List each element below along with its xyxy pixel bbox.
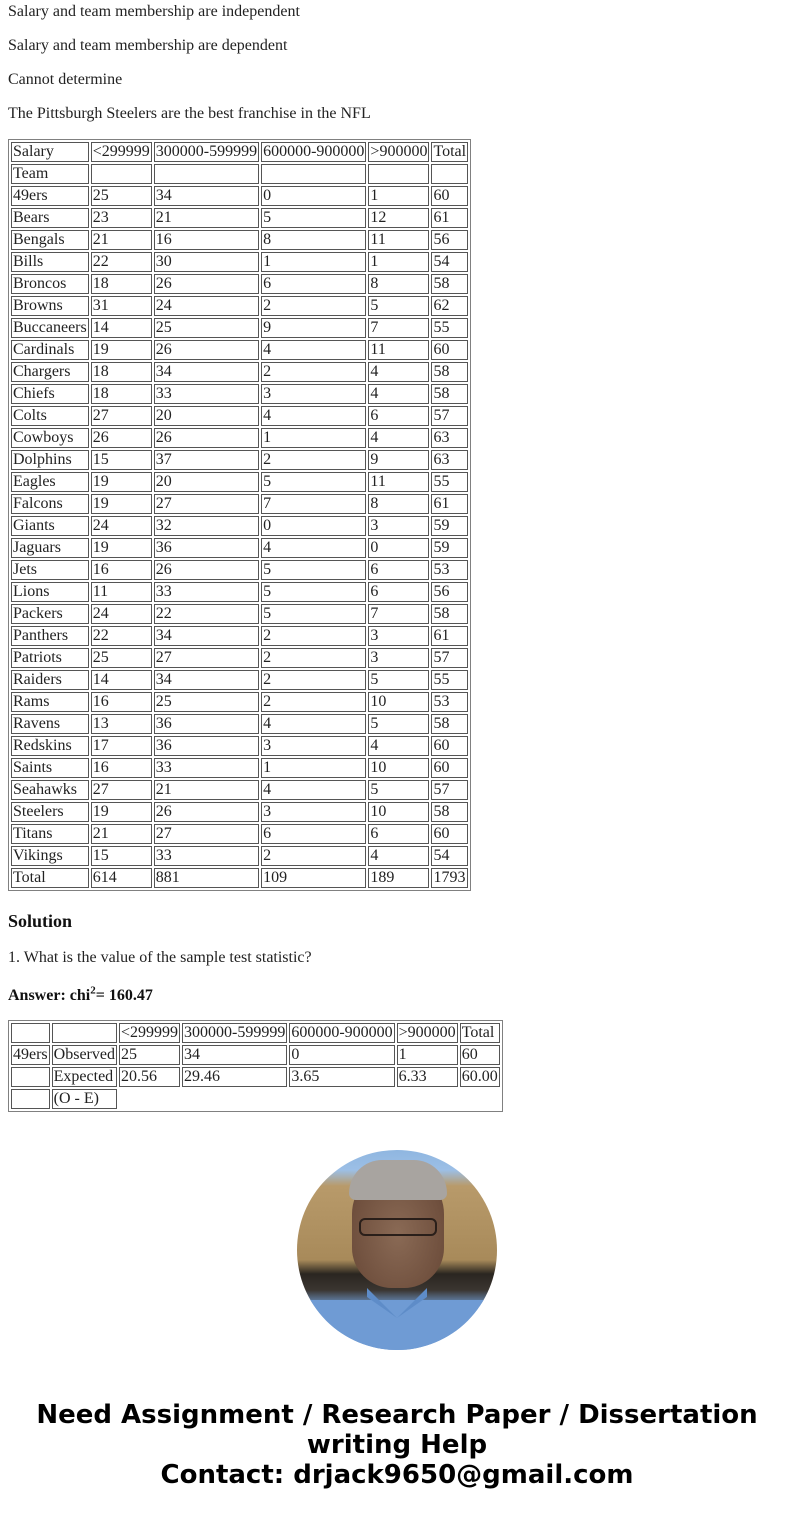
- table-cell: Redskins: [11, 736, 89, 756]
- table-cell: 2: [261, 846, 366, 866]
- table-row: [11, 252, 468, 272]
- avatar-container: [0, 1150, 794, 1350]
- table-cell: 33: [154, 758, 259, 778]
- table-cell: Cardinals: [11, 340, 89, 360]
- table-cell: 34: [154, 670, 259, 690]
- table-cell: [261, 164, 366, 184]
- table-cell: 26: [154, 274, 259, 294]
- table-cell: 21: [154, 780, 259, 800]
- table-cell: 25: [154, 692, 259, 712]
- table-cell: 2: [261, 692, 366, 712]
- table-cell: Bears: [11, 208, 89, 228]
- table-cell: 3: [368, 626, 429, 646]
- table-cell: 19: [91, 494, 152, 514]
- table-cell: 14: [91, 318, 152, 338]
- table-cell: 29.46: [182, 1067, 287, 1087]
- table-cell: 5: [261, 208, 366, 228]
- table-cell: Salary: [11, 142, 89, 162]
- table-cell: 11: [368, 472, 429, 492]
- table-cell: Total: [11, 868, 89, 888]
- table-cell: Browns: [11, 296, 89, 316]
- table-cell: 3: [261, 736, 366, 756]
- table-row: [11, 230, 468, 250]
- table-row: [11, 208, 468, 228]
- table-cell: 31: [91, 296, 152, 316]
- table-cell: 2: [261, 362, 366, 382]
- table-cell: 4: [261, 714, 366, 734]
- table-row: [11, 406, 468, 426]
- table-cell: 2: [261, 648, 366, 668]
- table-cell: 60.00: [461, 1068, 498, 1085]
- table-cell: 2: [261, 626, 366, 646]
- table-cell: 1793: [431, 868, 468, 888]
- empty-space: [460, 1089, 500, 1109]
- table-cell: [11, 1067, 50, 1087]
- table-cell: 27: [154, 648, 259, 668]
- table-cell: 25: [119, 1045, 180, 1065]
- table-cell: 36: [154, 538, 259, 558]
- table-cell: Chiefs: [11, 384, 89, 404]
- table-cell: 62: [431, 296, 468, 316]
- table-row: [11, 714, 468, 734]
- table-cell: 4: [368, 384, 429, 404]
- table-cell: 22: [91, 252, 152, 272]
- tutor-avatar: [297, 1150, 497, 1350]
- table-cell: 16: [91, 560, 152, 580]
- empty-space: [119, 1089, 180, 1109]
- table-cell: 1: [261, 758, 366, 778]
- table-cell: 4: [261, 780, 366, 800]
- table-cell: 20: [154, 472, 259, 492]
- avatar-glasses: [359, 1218, 437, 1236]
- table-cell: 60: [431, 340, 468, 360]
- table-cell: 60: [431, 758, 468, 778]
- table-cell: 37: [154, 450, 259, 470]
- promo-line-1: Need Assignment / Research Paper / Dissertation: [36, 1400, 758, 1430]
- table-cell: 1: [368, 252, 429, 272]
- table-cell: Buccaneers: [13, 319, 87, 336]
- table-cell: >900000: [398, 1024, 456, 1041]
- table-row: [11, 494, 468, 514]
- table-cell: [11, 1089, 50, 1109]
- table-cell: [52, 1023, 117, 1043]
- table-row: [11, 384, 468, 404]
- table-cell: 11: [91, 582, 152, 602]
- table-cell: 55: [431, 318, 468, 338]
- table-cell: 34: [154, 626, 259, 646]
- table-cell: 6: [368, 824, 429, 844]
- table-cell: 2: [261, 670, 366, 690]
- table-row: [11, 186, 468, 206]
- table-cell: 61: [431, 494, 468, 514]
- table-cell: Eagles: [11, 472, 89, 492]
- table-cell: 20.56: [119, 1067, 180, 1087]
- table-row: [11, 846, 468, 866]
- table-cell: (O - E): [52, 1089, 117, 1109]
- table-cell: 27: [154, 824, 259, 844]
- empty-space: [397, 1089, 458, 1109]
- table-cell: 26: [154, 560, 259, 580]
- question-text: 1. What is the value of the sample test statistic?: [8, 949, 312, 966]
- table-cell: 16: [91, 692, 152, 712]
- table-cell: 32: [154, 516, 259, 536]
- table-cell: 56: [431, 230, 468, 250]
- table-cell: 4: [261, 406, 366, 426]
- option-steelers: The Pittsburgh Steelers are the best franchise in the NFL: [8, 105, 371, 122]
- table-subheader-row: [11, 164, 468, 184]
- table-cell: Patriots: [11, 648, 89, 668]
- table-cell: 13: [91, 714, 152, 734]
- table-row: [11, 538, 468, 558]
- table-cell: 14: [91, 670, 152, 690]
- table-cell: 57: [431, 648, 468, 668]
- table-cell: 6: [261, 274, 366, 294]
- table-cell: 18: [91, 384, 152, 404]
- table-cell: 3: [261, 384, 366, 404]
- answer-prefix: Answer: chi: [8, 987, 91, 1004]
- table-cell: [11, 1023, 50, 1043]
- table-total-row: [11, 868, 468, 888]
- table-cell: 60: [431, 186, 468, 206]
- table-cell: 16: [91, 758, 152, 778]
- table-row: [11, 296, 468, 316]
- table-cell: 21: [154, 208, 259, 228]
- table-cell: 4: [261, 538, 366, 558]
- table-row: [11, 1045, 500, 1065]
- table-cell: 21: [91, 230, 152, 250]
- table-cell: 7: [368, 318, 429, 338]
- table-cell: Ravens: [11, 714, 89, 734]
- table-cell: Raiders: [11, 670, 89, 690]
- table-cell: 8: [368, 274, 429, 294]
- table-cell: 27: [91, 406, 152, 426]
- table-cell: 55: [431, 670, 468, 690]
- promo-contact: Contact: drjack9650@gmail.com: [160, 1460, 634, 1490]
- table-row: [11, 516, 468, 536]
- table-cell: 10: [368, 692, 429, 712]
- table-cell: Titans: [11, 824, 89, 844]
- table-cell: 33: [154, 582, 259, 602]
- table-cell: 54: [431, 846, 468, 866]
- table-cell: 12: [368, 208, 429, 228]
- table-header-row: [11, 142, 468, 162]
- table-row: [11, 648, 468, 668]
- table-cell: 4: [368, 736, 429, 756]
- table-cell: 5: [368, 670, 429, 690]
- table-cell: Expected: [52, 1067, 117, 1087]
- answer-text: [8, 986, 786, 1006]
- table-row: [11, 1067, 500, 1087]
- table-cell: 189: [368, 868, 429, 888]
- table-cell: 61: [431, 208, 468, 228]
- option-dependent: Salary and team membership are dependent: [8, 37, 288, 54]
- table-cell: <299999: [92, 143, 150, 160]
- table-cell: Lions: [11, 582, 89, 602]
- table-row: [11, 274, 468, 294]
- table-cell: 30: [154, 252, 259, 272]
- table-cell: 1: [261, 428, 366, 448]
- table-row: [11, 736, 468, 756]
- table-cell: Saints: [11, 758, 89, 778]
- table-cell: 6: [368, 582, 429, 602]
- table-cell: Panthers: [11, 626, 89, 646]
- table-row: [11, 670, 468, 690]
- table-cell: Jets: [11, 560, 89, 580]
- table-cell: 300000-599999: [184, 1024, 286, 1041]
- table-cell: 5: [368, 296, 429, 316]
- table-cell: 4: [368, 428, 429, 448]
- table-cell: 49ers: [13, 1046, 48, 1063]
- table-cell: 19: [91, 538, 152, 558]
- table-cell: Chargers: [11, 362, 89, 382]
- table-cell: 49ers: [11, 186, 89, 206]
- table-row: [11, 340, 468, 360]
- table-cell: 58: [431, 714, 468, 734]
- table-cell: 22: [154, 604, 259, 624]
- table-row: [11, 692, 468, 712]
- table-cell: 1: [261, 252, 366, 272]
- table-row: [11, 802, 468, 822]
- table-cell: 26: [154, 340, 259, 360]
- table-cell: [154, 164, 259, 184]
- table-cell: Jaguars: [11, 538, 89, 558]
- table-cell: Vikings: [11, 846, 89, 866]
- table-cell: Team: [11, 164, 89, 184]
- table-cell: 3: [368, 648, 429, 668]
- table-cell: 34: [154, 362, 259, 382]
- table-cell: 26: [91, 428, 152, 448]
- table-cell: 600000-900000: [263, 143, 365, 160]
- table-cell: 25: [91, 186, 152, 206]
- table-cell: Bills: [11, 252, 89, 272]
- salary-team-table: [8, 139, 471, 891]
- table-cell: 8: [368, 494, 429, 514]
- answer-options: [8, 0, 786, 136]
- table-cell: 1: [368, 186, 429, 206]
- table-cell: 3: [368, 516, 429, 536]
- table-cell: Observed: [53, 1046, 115, 1063]
- table-row: [11, 318, 468, 338]
- table-cell: 5: [368, 714, 429, 734]
- table-row: [11, 362, 468, 382]
- table-cell: 19: [91, 802, 152, 822]
- option-independent: Salary and team membership are independent: [8, 3, 300, 20]
- table-cell: 60: [431, 824, 468, 844]
- table-cell: 63: [431, 450, 468, 470]
- table-cell: 3.65: [289, 1067, 394, 1087]
- empty-space: [289, 1089, 394, 1109]
- table-cell: Bengals: [11, 230, 89, 250]
- table-cell: 109: [261, 868, 366, 888]
- table-cell: 36: [154, 714, 259, 734]
- table-cell: 15: [91, 846, 152, 866]
- table-cell: 9: [368, 450, 429, 470]
- table-cell: 58: [431, 604, 468, 624]
- table-cell: 24: [91, 516, 152, 536]
- table-row: [11, 428, 468, 448]
- table-cell: 3: [261, 802, 366, 822]
- table-cell: Rams: [11, 692, 89, 712]
- table-row: [11, 560, 468, 580]
- table-cell: 24: [91, 604, 152, 624]
- table-cell: 57: [431, 406, 468, 426]
- table-cell: 0: [261, 186, 366, 206]
- table-cell: 53: [431, 692, 468, 712]
- table-cell: 4: [261, 340, 366, 360]
- empty-space: [182, 1089, 287, 1109]
- answer-value: = 160.47: [95, 987, 153, 1004]
- table-cell: 0: [368, 538, 429, 558]
- table-cell: Dolphins: [11, 450, 89, 470]
- table-cell: Steelers: [11, 802, 89, 822]
- table-cell: 5: [261, 472, 366, 492]
- table-cell: 600000-900000: [291, 1024, 393, 1041]
- table-cell: 2: [261, 296, 366, 316]
- table-cell: 34: [182, 1045, 287, 1065]
- table-cell: 60: [460, 1045, 500, 1065]
- table-cell: 4: [368, 846, 429, 866]
- table-cell: 58: [431, 274, 468, 294]
- table-cell: 6: [368, 406, 429, 426]
- table-row: [11, 1089, 500, 1109]
- table-row: [11, 582, 468, 602]
- table-cell: Falcons: [11, 494, 89, 514]
- table-cell: 16: [154, 230, 259, 250]
- table-cell: 60: [431, 736, 468, 756]
- table-cell: <299999: [120, 1024, 178, 1041]
- avatar-shirt: [297, 1300, 497, 1350]
- table-cell: 8: [261, 230, 366, 250]
- table-cell: 58: [431, 802, 468, 822]
- table-cell: Total: [460, 1023, 500, 1043]
- table-cell: 0: [261, 516, 366, 536]
- table-row: [11, 758, 468, 778]
- table-cell: 21: [91, 824, 152, 844]
- table-cell: 55: [431, 472, 468, 492]
- table-cell: 881: [154, 868, 259, 888]
- table-cell: 59: [431, 516, 468, 536]
- table-cell: 4: [368, 362, 429, 382]
- table-cell: 7: [261, 494, 366, 514]
- table-cell: 34: [154, 186, 259, 206]
- table-cell: 300000-599999: [155, 143, 258, 160]
- table-row: [11, 450, 468, 470]
- table-cell: Giants: [11, 516, 89, 536]
- table-cell: Cowboys: [11, 428, 89, 448]
- table-cell: 6: [261, 824, 366, 844]
- table-cell: 27: [91, 780, 152, 800]
- table-cell: 5: [368, 780, 429, 800]
- table-cell: 5: [261, 582, 366, 602]
- table-cell: 6: [368, 560, 429, 580]
- table-cell: 2: [261, 450, 366, 470]
- table-cell: 5: [261, 604, 366, 624]
- table-row: [11, 604, 468, 624]
- table-cell: Packers: [11, 604, 89, 624]
- table-cell: 0: [289, 1045, 394, 1065]
- table-row: [11, 780, 468, 800]
- table-cell: 26: [154, 802, 259, 822]
- table-cell: 17: [91, 736, 152, 756]
- table-cell: 25: [154, 318, 259, 338]
- table-cell: Broncos: [11, 274, 89, 294]
- table-cell: 15: [91, 450, 152, 470]
- table-cell: 26: [154, 428, 259, 448]
- promo-banner: [0, 1400, 794, 1490]
- table-cell: 25: [91, 648, 152, 668]
- solution-heading: Solution: [8, 911, 73, 931]
- table-cell: 23: [91, 208, 152, 228]
- table-row: [11, 472, 468, 492]
- table-cell: 20: [154, 406, 259, 426]
- table-cell: 36: [154, 736, 259, 756]
- table-header-row: [11, 1023, 500, 1043]
- table-cell: 19: [91, 340, 152, 360]
- option-cannot-determine: Cannot determine: [8, 71, 123, 88]
- table-cell: 10: [368, 758, 429, 778]
- promo-line-2: writing Help: [306, 1430, 488, 1460]
- table-cell: [368, 164, 429, 184]
- table-cell: 6.33: [397, 1067, 458, 1087]
- table-cell: 19: [91, 472, 152, 492]
- table-cell: 53: [431, 560, 468, 580]
- table-cell: 18: [91, 362, 152, 382]
- table-cell: 58: [431, 384, 468, 404]
- table-cell: Seahawks: [11, 780, 89, 800]
- table-cell: 61: [431, 626, 468, 646]
- table-row: [11, 824, 468, 844]
- table-cell: [91, 164, 152, 184]
- table-cell: 63: [431, 428, 468, 448]
- expected-values-table: [8, 1020, 503, 1112]
- table-cell: 54: [431, 252, 468, 272]
- table-cell: Total: [433, 143, 467, 160]
- table-cell: 58: [431, 362, 468, 382]
- table-cell: Colts: [11, 406, 89, 426]
- table-cell: 1: [397, 1045, 458, 1065]
- table-cell: 33: [154, 846, 259, 866]
- table-cell: 9: [261, 318, 366, 338]
- answer-superscript: 2: [90, 984, 96, 997]
- table-cell: 57: [431, 780, 468, 800]
- table-cell: 10: [368, 802, 429, 822]
- table-cell: 56: [431, 582, 468, 602]
- table-cell: 33: [154, 384, 259, 404]
- avatar-hair: [349, 1160, 447, 1200]
- table-cell: 614: [91, 868, 152, 888]
- table-cell: 11: [368, 340, 429, 360]
- table-cell: 59: [431, 538, 468, 558]
- table-cell: 24: [154, 296, 259, 316]
- table-cell: 18: [91, 274, 152, 294]
- table-row: [11, 626, 468, 646]
- table-cell: 22: [91, 626, 152, 646]
- table-cell: 27: [154, 494, 259, 514]
- table-cell: 5: [261, 560, 366, 580]
- table-cell: [431, 164, 468, 184]
- table-cell: 7: [368, 604, 429, 624]
- table-cell: 11: [368, 230, 429, 250]
- table-cell: >900000: [370, 143, 428, 160]
